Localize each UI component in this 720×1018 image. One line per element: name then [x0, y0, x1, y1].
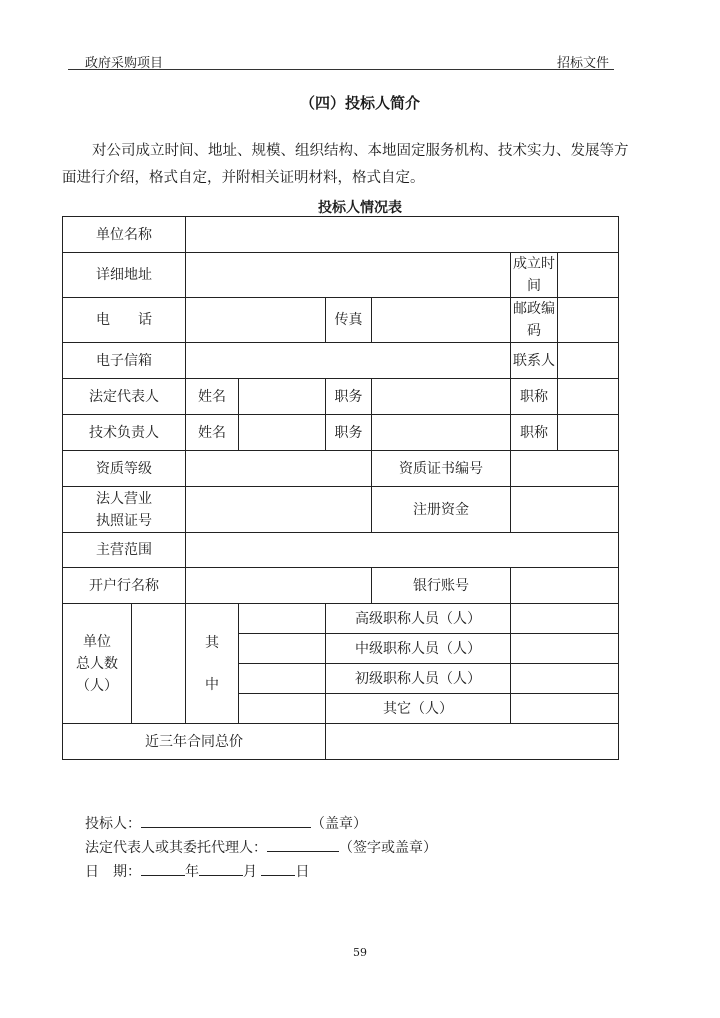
established-label: 成立时间	[511, 253, 558, 298]
among-gap	[239, 634, 326, 664]
address-value[interactable]	[186, 253, 511, 298]
among-gap	[239, 664, 326, 694]
among-label-char2: 中	[205, 676, 219, 693]
unit-name-label: 单位名称	[63, 217, 186, 253]
qual-level-value[interactable]	[186, 451, 372, 487]
name-label: 姓名	[186, 379, 239, 415]
phone-label: 电 话	[63, 298, 186, 343]
table-row	[63, 533, 619, 568]
rep-label: 法定代表人或其委托代理人：	[85, 840, 267, 856]
license-no-label-line2: 执照证号	[96, 512, 152, 529]
business-scope-label: 主营范围	[63, 533, 186, 568]
month-label: 月	[243, 864, 257, 880]
date-line	[85, 860, 309, 881]
bidder-blank[interactable]	[141, 812, 311, 828]
total-staff-label-line2: 总人数	[76, 655, 118, 672]
unit-name-value[interactable]	[186, 217, 619, 253]
total-staff-label-line1: 单位	[83, 633, 111, 650]
reg-capital-value[interactable]	[511, 487, 619, 533]
total-staff-label	[63, 604, 132, 724]
year-blank[interactable]	[141, 860, 185, 876]
header-right: 招标文件	[557, 56, 610, 71]
postcode-label: 邮政编码	[511, 298, 558, 343]
senior-value[interactable]	[511, 604, 619, 634]
tech-lead-label: 技术负责人	[63, 415, 186, 451]
tech-lead-position-value[interactable]	[372, 415, 511, 451]
bidder-info-table	[62, 216, 619, 760]
email-label: 电子信箱	[63, 343, 186, 379]
table-row	[63, 298, 619, 343]
among-gap	[239, 604, 326, 634]
address-label: 详细地址	[63, 253, 186, 298]
title-label: 职称	[511, 415, 558, 451]
day-blank[interactable]	[261, 860, 295, 876]
business-scope-value[interactable]	[186, 533, 619, 568]
qual-level-label: 资质等级	[63, 451, 186, 487]
bidder-seal: （盖章）	[311, 816, 367, 832]
other-label: 其它（人）	[326, 694, 511, 724]
reg-capital-label: 注册资金	[372, 487, 511, 533]
header-rule	[68, 69, 614, 70]
bank-name-value[interactable]	[186, 568, 372, 604]
date-label: 日 期：	[85, 864, 141, 880]
middle-value[interactable]	[511, 634, 619, 664]
page-number: 59	[353, 946, 367, 959]
contract-total-value[interactable]	[326, 724, 619, 760]
established-value[interactable]	[558, 253, 619, 298]
day-label: 日	[295, 864, 310, 880]
name-label: 姓名	[186, 415, 239, 451]
contact-label: 联系人	[511, 343, 558, 379]
legal-rep-label: 法定代表人	[63, 379, 186, 415]
email-value[interactable]	[186, 343, 511, 379]
bidder-signature-line	[85, 812, 367, 833]
fax-value[interactable]	[372, 298, 511, 343]
qual-cert-no-value[interactable]	[511, 451, 619, 487]
junior-label: 初级职称人员（人）	[326, 664, 511, 694]
total-staff-value[interactable]	[132, 604, 186, 724]
tech-lead-name-value[interactable]	[239, 415, 326, 451]
total-staff-label-line3: （人）	[76, 677, 118, 694]
position-label: 职务	[326, 379, 372, 415]
table-row	[63, 415, 619, 451]
year-label: 年	[185, 864, 199, 880]
junior-value[interactable]	[511, 664, 619, 694]
bank-account-value[interactable]	[511, 568, 619, 604]
postcode-value[interactable]	[558, 298, 619, 343]
table-row	[63, 217, 619, 253]
license-no-label	[63, 487, 186, 533]
rep-seal: （签字或盖章）	[339, 840, 437, 856]
other-value[interactable]	[511, 694, 619, 724]
middle-label: 中级职称人员（人）	[326, 634, 511, 664]
month-blank[interactable]	[199, 860, 243, 876]
qual-cert-no-label: 资质证书编号	[372, 451, 511, 487]
senior-label: 高级职称人员（人）	[326, 604, 511, 634]
contract-total-label: 近三年合同总价	[63, 724, 326, 760]
among-gap	[239, 694, 326, 724]
fax-label: 传真	[326, 298, 372, 343]
section-title: （四）投标人简介	[299, 94, 420, 112]
header-left: 政府采购项目	[85, 56, 164, 71]
table-row	[63, 568, 619, 604]
legal-rep-name-value[interactable]	[239, 379, 326, 415]
table-row	[63, 724, 619, 760]
rep-signature-line	[85, 836, 437, 857]
license-no-value[interactable]	[186, 487, 372, 533]
bidder-label: 投标人：	[85, 816, 141, 832]
table-row	[63, 379, 619, 415]
rep-blank[interactable]	[267, 836, 339, 852]
intro-paragraph: 对公司成立时间、地址、规模、组织结构、本地固定服务机构、技术实力、发展等方面进行介绍，格式自定，并附相关证明材料，格式自定。	[62, 143, 629, 186]
contact-value[interactable]	[558, 343, 619, 379]
among-label-char1: 其	[205, 634, 219, 651]
phone-value[interactable]	[186, 298, 326, 343]
legal-rep-position-value[interactable]	[372, 379, 511, 415]
table-row	[63, 451, 619, 487]
table-title: 投标人情况表	[318, 200, 402, 216]
table-row	[63, 604, 619, 634]
among-label	[186, 604, 239, 724]
table-row	[63, 487, 619, 533]
bank-name-label: 开户行名称	[63, 568, 186, 604]
table-row	[63, 253, 619, 298]
table-row	[63, 343, 619, 379]
bank-account-label: 银行账号	[372, 568, 511, 604]
position-label: 职务	[326, 415, 372, 451]
license-no-label-line1: 法人营业	[96, 490, 152, 507]
title-label: 职称	[511, 379, 558, 415]
tech-lead-title-value[interactable]	[558, 415, 619, 451]
legal-rep-title-value[interactable]	[558, 379, 619, 415]
